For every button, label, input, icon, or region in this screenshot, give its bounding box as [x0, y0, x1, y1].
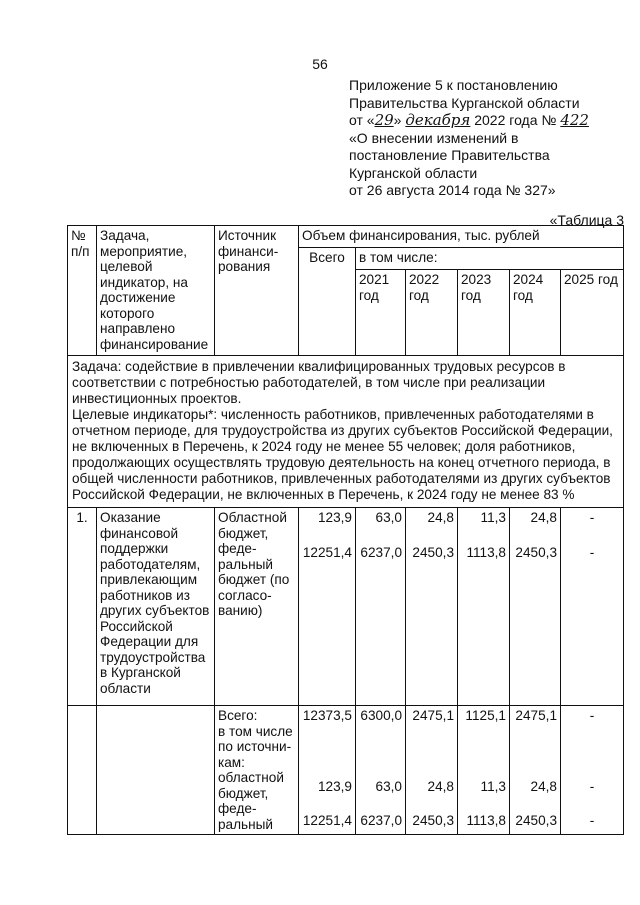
- total-cell: [299, 706, 356, 835]
- page-number: 56: [312, 56, 328, 72]
- task-text: Задача: содействие в привлечении квалифицированных трудовых ресурсов в соответствии с потребностью работодателей, в том числе при реализации инвестиционных проектов.: [72, 359, 566, 406]
- annex-line-5: постановление Правительства: [349, 147, 550, 163]
- header-source: Источник финанси-рования: [215, 226, 299, 356]
- value-federal: 12251,4: [302, 544, 352, 560]
- value-total: -: [589, 708, 595, 723]
- value-regional: 123,9: [317, 778, 352, 794]
- year-2023-cell: [458, 706, 510, 835]
- header-including: в том числе:: [356, 248, 624, 270]
- header-year-2023: 2023 год: [458, 270, 510, 356]
- source-total: Всего:: [218, 708, 258, 723]
- year-2022-cell: [406, 508, 458, 706]
- value-regional: 24,8: [530, 510, 557, 525]
- year-2022-cell: [406, 706, 458, 835]
- header-volume: Объем финансирования, тыс. рублей: [299, 226, 624, 248]
- annex-line-7: от 26 августа 2014 года № 327»: [349, 182, 556, 198]
- value-federal: -: [589, 813, 595, 828]
- source-cell: [215, 508, 299, 706]
- annex-line-2: Правительства Курганской области: [349, 94, 580, 111]
- value-total: 6300,0: [360, 708, 402, 723]
- year-2024-cell: [510, 508, 561, 706]
- handwritten-day: 29: [374, 111, 394, 129]
- value-federal: 2450,3: [412, 813, 454, 828]
- value-federal: -: [589, 544, 595, 560]
- value-federal: 1113,8: [466, 813, 506, 828]
- header-year-2024: 2024 год: [510, 270, 561, 356]
- year-2023-cell: [458, 508, 510, 706]
- table-caption: «Таблица 3: [549, 212, 624, 228]
- header-num: № п/п: [68, 226, 97, 356]
- value-federal: 2450,3: [515, 544, 557, 560]
- value-federal: 6237,0: [360, 813, 402, 828]
- annex-date-prefix: от «: [349, 112, 375, 128]
- source-regional: областной бюджет,: [218, 770, 284, 801]
- empty-cell: [68, 706, 97, 835]
- activity-name: Оказание финансовой поддержки работодателям, привлекающим работников из других субъектов Российской Федерации для трудоустройства в Курганской области: [97, 508, 215, 706]
- task-row: [68, 356, 624, 508]
- source-cell: [215, 706, 299, 835]
- annex-line-1: Приложение 5 к постановлению: [349, 77, 558, 93]
- value-total: 2475,1: [412, 708, 454, 723]
- value-federal: 2450,3: [515, 813, 557, 828]
- value-regional: 24,8: [427, 778, 454, 794]
- year-2025-cell: [561, 706, 624, 835]
- year-2021-cell: [356, 508, 406, 706]
- value-total: 12373,5: [302, 708, 352, 723]
- annex-line-4: «О внесении изменений в: [349, 129, 519, 146]
- value-regional: 11,3: [480, 510, 506, 525]
- value-total: 1125,1: [465, 708, 506, 723]
- value-regional: 11,3: [480, 778, 506, 794]
- source-regional: Областной бюджет,: [218, 510, 287, 541]
- year-2025-cell: [561, 508, 624, 706]
- row-number: 1.: [68, 508, 97, 706]
- source-by: в том числе по источни-кам:: [218, 723, 293, 770]
- table-row: [68, 706, 624, 835]
- annex-line-6: Курганской области: [349, 164, 478, 181]
- table-row: [68, 508, 624, 706]
- value-regional: 24,8: [427, 510, 454, 525]
- financing-table: [67, 225, 624, 835]
- value-federal: 6237,0: [360, 544, 402, 560]
- annex-date-year: 2022 года №: [470, 112, 557, 128]
- value-federal: 12251,4: [302, 813, 352, 828]
- value-regional: 63,0: [375, 778, 402, 794]
- source-federal: феде-ральный бюджет (по согласо-ванию): [218, 541, 290, 618]
- value-regional: 123,9: [317, 510, 352, 525]
- header-task: Задача, мероприятие, целевой индикатор, на достижение которого направлено финансирование: [97, 226, 215, 356]
- value-federal: 2450,3: [412, 544, 454, 560]
- header-year-2022: 2022 год: [406, 270, 458, 356]
- year-2021-cell: [356, 706, 406, 835]
- annex-date-quote: »: [393, 112, 402, 128]
- handwritten-number: 422: [560, 111, 589, 129]
- annex-header: [349, 77, 629, 200]
- source-federal: феде-ральный: [218, 801, 274, 832]
- value-regional: -: [589, 510, 595, 525]
- value-regional: 63,0: [375, 510, 402, 525]
- indicators-text: Целевые индикаторы*: численность работников, привлеченных работодателями в отчетном периоде, для трудоустройства из других субъектов Российской Федерации, не включенных в Перечень, к 2024 году не менее 55 человек; доля работников, продолжающих осуществлять трудовую деятельность на конец отчетного периода, в общей численности работников, привлеченных работодателями из других субъектов Российской Федерации, не включенных в Перечень, к 2024 году не менее 83 %: [72, 407, 613, 502]
- header-year-2021: 2021 год: [356, 270, 406, 356]
- total-cell: [299, 508, 356, 706]
- annex-line-3: [349, 112, 629, 130]
- empty-cell: [97, 706, 215, 835]
- year-2024-cell: [510, 706, 561, 835]
- value-regional: 24,8: [530, 778, 557, 794]
- header-year-2025: 2025 год: [561, 270, 624, 356]
- header-total: Всего: [299, 248, 356, 356]
- task-block: [68, 356, 624, 508]
- value-total: 2475,1: [515, 708, 557, 723]
- value-regional: -: [589, 778, 595, 794]
- value-federal: 1113,8: [466, 544, 506, 560]
- handwritten-month: декабря: [405, 111, 471, 129]
